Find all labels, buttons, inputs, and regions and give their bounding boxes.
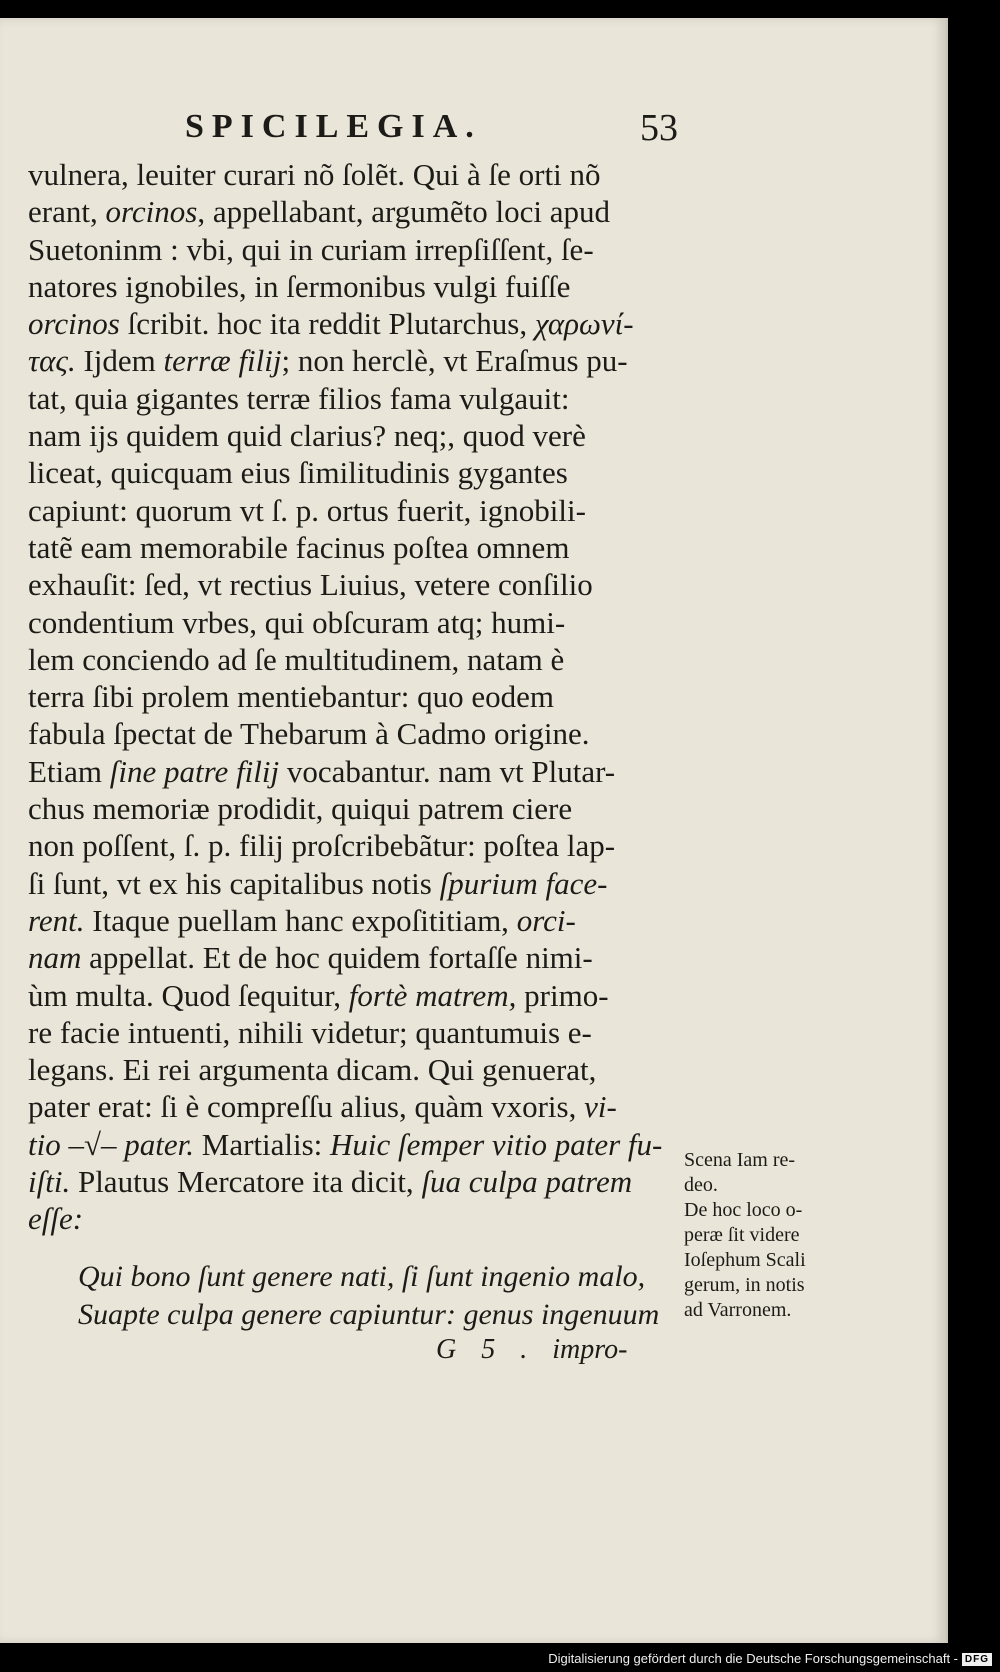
- text-segment: ſine patre filij: [109, 753, 280, 789]
- text-segment: tio –√– pater.: [28, 1126, 194, 1162]
- text-segment: ſpurium face-: [439, 865, 608, 901]
- margin-note-line: deo.: [684, 1174, 718, 1196]
- text-segment: ſcribit. hoc ita reddit Plutarchus,: [119, 306, 535, 342]
- text-segment: fortè matrem,: [348, 977, 517, 1013]
- verse-quotation: [78, 1258, 698, 1334]
- text-line: [28, 454, 688, 491]
- book-page: [0, 18, 948, 1643]
- text-segment: exhauſit: ſed, vt rectius Liuius, vetere conſilio: [28, 567, 593, 603]
- text-segment: appellat. Et de hoc quidem fortaſſe nimi-: [81, 940, 593, 976]
- text-line: [28, 156, 688, 193]
- text-segment: pater erat: ſi è compreſſu alius, quàm vxoris,: [28, 1089, 585, 1125]
- text-line: [28, 678, 688, 715]
- text-line: [28, 305, 688, 342]
- text-line: [28, 827, 688, 864]
- text-segment: ſua culpa patrem: [421, 1164, 633, 1200]
- margin-note-line: gerum, in notis: [684, 1274, 805, 1296]
- text-line: [28, 865, 688, 902]
- text-segment: terræ filij: [163, 343, 282, 379]
- text-line: [28, 342, 688, 379]
- text-segment: nam ijs quidem quid clarius? neq;, quod verè: [28, 418, 586, 454]
- text-segment: tat, quia gigantes terræ filios fama vulgauit:: [28, 380, 570, 416]
- signature-mark: G 5 . impro-: [436, 1334, 628, 1365]
- text-segment: Etiam: [28, 753, 110, 789]
- text-segment: terra ſibi prolem mentiebantur: quo eodem: [28, 679, 554, 715]
- margin-note: [684, 1148, 864, 1323]
- text-segment: vulnera, leuiter curari nõ ſolẽt. Qui à ſe orti nõ: [28, 157, 601, 192]
- dfg-logo: DFG: [962, 1653, 992, 1666]
- text-line: [28, 1088, 688, 1125]
- text-line: [28, 1126, 688, 1163]
- verse-line: Suapte culpa genere capiuntur: genus ingenuum: [78, 1298, 660, 1331]
- margin-note-line: peræ ſit videre: [684, 1224, 800, 1246]
- text-segment: eſſe:: [28, 1201, 84, 1237]
- text-segment: vocabantur. nam vt Plutar-: [279, 753, 616, 789]
- text-segment: ùm multa. Quod ſequitur,: [28, 977, 349, 1013]
- text-line: [28, 529, 688, 566]
- text-segment: capiunt: quorum vt ſ. p. ortus fuerit, ignobili-: [28, 492, 586, 528]
- main-text-block: [28, 156, 688, 1238]
- text-segment: re facie intuenti, nihili videtur; quantumuis e-: [28, 1014, 592, 1050]
- text-segment: ſi ſunt, vt ex his capitalibus notis: [28, 865, 440, 901]
- text-segment: lem conciendo ad ſe multitudinem, natam è: [28, 641, 565, 677]
- text-segment: Huic ſemper vitio pater fu-: [330, 1126, 663, 1162]
- text-line: [28, 268, 688, 305]
- text-segment: primo-: [516, 977, 609, 1013]
- running-title: SPICILEGIA.: [185, 108, 482, 145]
- margin-note-line: ad Varronem.: [684, 1299, 792, 1321]
- text-segment: Plautus Mercatore ita dicit,: [70, 1164, 422, 1200]
- verse-line: Qui bono ſunt genere nati, ſi ſunt ingenio malo,: [78, 1260, 646, 1293]
- text-segment: erant,: [28, 194, 106, 230]
- text-segment: liceat, quicquam eius ſimilitudinis gygantes: [28, 455, 568, 491]
- margin-note-line: Ioſephum Scali: [684, 1249, 806, 1271]
- text-line: [28, 939, 688, 976]
- text-line: [28, 1051, 688, 1088]
- text-segment: fabula ſpectat de Thebarum à Cadmo origine.: [28, 716, 590, 752]
- text-line: [28, 380, 688, 417]
- text-segment: legans. Ei rei argumenta dicam. Qui genuerat,: [28, 1052, 597, 1088]
- text-segment: natores ignobiles, in ſermonibus vulgi fuiſſe: [28, 268, 571, 304]
- footer-bar: [0, 1644, 1000, 1672]
- text-segment: non poſſent, ſ. p. filij proſcribebãtur: poſtea lap-: [28, 828, 616, 864]
- text-line: [28, 604, 688, 641]
- text-segment: tatẽ eam memorabile facinus poſtea omnem: [28, 529, 570, 565]
- text-segment: condentium vrbes, qui obſcuram atq; humi-: [28, 604, 566, 640]
- text-line: [28, 753, 688, 790]
- text-line: [28, 492, 688, 529]
- text-line: [28, 1200, 688, 1237]
- text-segment: orcinos: [28, 306, 120, 342]
- text-segment: , appellabant, argumẽto loci apud: [197, 194, 610, 230]
- text-segment: τας.: [28, 343, 76, 379]
- text-segment: ; non herclè, vt Eraſmus pu-: [281, 343, 628, 379]
- text-segment: iſti.: [28, 1164, 71, 1200]
- text-line: [28, 417, 688, 454]
- text-segment: Itaque puellam hanc expoſititiam,: [84, 902, 517, 938]
- text-segment: orcinos: [105, 194, 198, 230]
- margin-note-line: Scena Iam re-: [684, 1149, 796, 1171]
- text-line: [28, 715, 688, 752]
- text-segment: Martialis:: [194, 1126, 331, 1162]
- page-header: [0, 96, 946, 149]
- text-line: [28, 902, 688, 939]
- text-segment: Ijdem: [75, 343, 164, 379]
- text-segment: rent.: [28, 902, 85, 938]
- page-number: 53: [640, 107, 678, 149]
- text-line: [28, 641, 688, 678]
- text-segment: vi-: [584, 1089, 617, 1125]
- text-line: [28, 790, 688, 827]
- text-line: [28, 566, 688, 603]
- margin-note-line: De hoc loco o-: [684, 1199, 803, 1221]
- text-segment: orci-: [516, 902, 576, 938]
- text-line: [28, 977, 688, 1014]
- text-line: [28, 1163, 688, 1200]
- funding-credit: Digitalisierung gefördert durch die Deutsche Forschungsgemeinschaft -: [548, 1651, 958, 1666]
- text-segment: nam: [28, 940, 82, 976]
- text-segment: χαρωνί-: [534, 306, 634, 342]
- text-line: [28, 1014, 688, 1051]
- text-segment: Suetoninm : vbi, qui in curiam irrepſiſſent, ſe-: [28, 231, 594, 267]
- text-segment: chus memoriæ prodidit, quiqui patrem ciere: [28, 791, 573, 827]
- text-line: [28, 193, 688, 230]
- text-line: [28, 231, 688, 268]
